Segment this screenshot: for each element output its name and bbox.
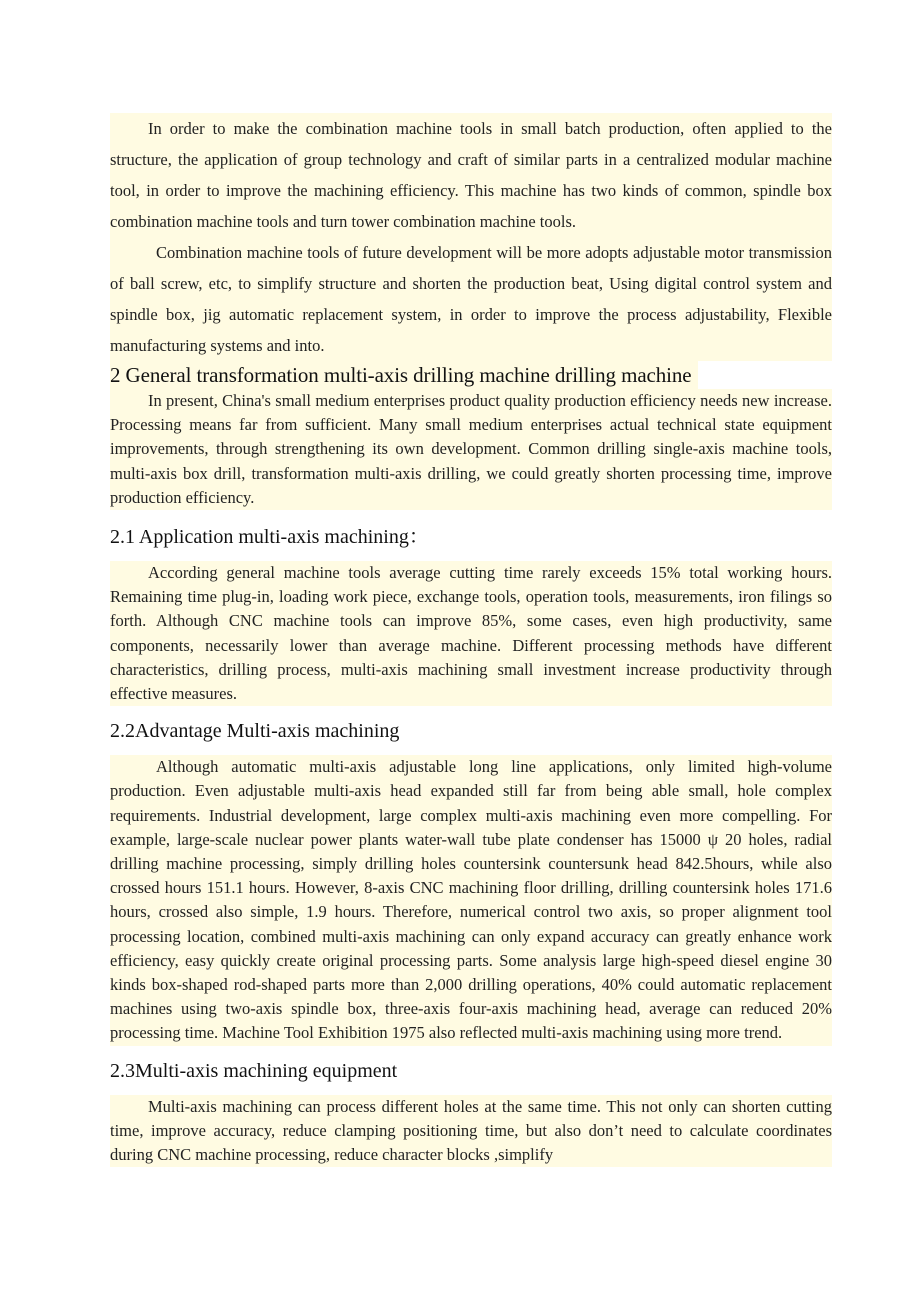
intro-paragraph-1: In order to make the combination machine tools in small batch production, often applied to the structure, the application of group technology and craft of similar parts in a centralized modular machine tool, in order to improve the machining efficiency. This machine has two kinds of common, spindle box combination machine tools and turn tower combination machine tools. <box>110 113 832 237</box>
section-2-1-body: According general machine tools average cutting time rarely exceeds 15% total working hours. Remaining time plug-in, loading work piece, exchange tools, operation tools, measurements, iron filings so forth. Although CNC machine tools can improve 85%, some cases, even high productivity, same components, necessarily lower than average machine. Different processing methods have different characteristics, drilling process, multi-axis machining small investment increase productivity through effective measures. <box>110 561 832 706</box>
section-2-heading: 2 General transformation multi-axis drilling machine drilling machine <box>110 361 698 389</box>
section-2-3-body: Multi-axis machining can process different holes at the same time. This not only can shorten cutting time, improve accuracy, reduce clamping positioning time, but also don’t need to calculate coordinates during CNC machine processing, reduce character blocks ,simplify <box>110 1095 832 1168</box>
section-2-1-heading: 2.1 Application multi-axis machining： <box>110 526 429 549</box>
section-2-body: In present, China's small medium enterprises product quality production efficiency needs new increase. Processing means far from sufficient. Many small medium enterprises actual technical state equipment improvements, through strengthening its own development. Common drilling single-axis machine tools, multi-axis box drill, transformation multi-axis drilling, we could greatly shorten processing time, improve production efficiency. <box>110 389 832 510</box>
section-2-3-heading: 2.3Multi-axis machining equipment <box>110 1059 398 1082</box>
section-2-2-body: Although automatic multi-axis adjustable long line applications, only limited high-volume production. Even adjustable multi-axis head expanded still far from being able small, hole complex requirements. Industrial development, large complex multi-axis machining even more compelling. For example, large-scale nuclear power plants water-wall tube plate condenser has 15000 ψ 20 holes, radial drilling machine processing, simply drilling holes countersink countersunk head 842.5hours, while also crossed hours 151.1 hours. However, 8-axis CNC machining floor drilling, drilling countersink holes 171.6 hours, crossed also simple, 1.9 hours. Therefore, numerical control two axis, so proper alignment tool processing location, combined multi-axis machining can only expand accuracy can greatly enhance work efficiency, easy quickly create original processing parts. Some analysis large high-speed diesel engine 30 kinds box-shaped rod-shaped parts more than 2,000 drilling operations, 40% could automatic replacement machines using two-axis spindle box, three-axis four-axis machining head, average can reduced 20% processing time. Machine Tool Exhibition 1975 also reflected multi-axis machining using more trend. <box>110 755 832 1045</box>
intro-paragraph-2: Combination machine tools of future development will be more adopts adjustable motor transmission of ball screw, etc, to simplify structure and shorten the production beat, Using digital control system and spindle box, jig automatic replacement system, in order to improve the process adjustability, Flexible manufacturing systems and into. <box>110 237 832 361</box>
section-2-2-heading: 2.2Advantage Multi-axis machining <box>110 720 400 743</box>
document-page <box>110 113 832 1167</box>
